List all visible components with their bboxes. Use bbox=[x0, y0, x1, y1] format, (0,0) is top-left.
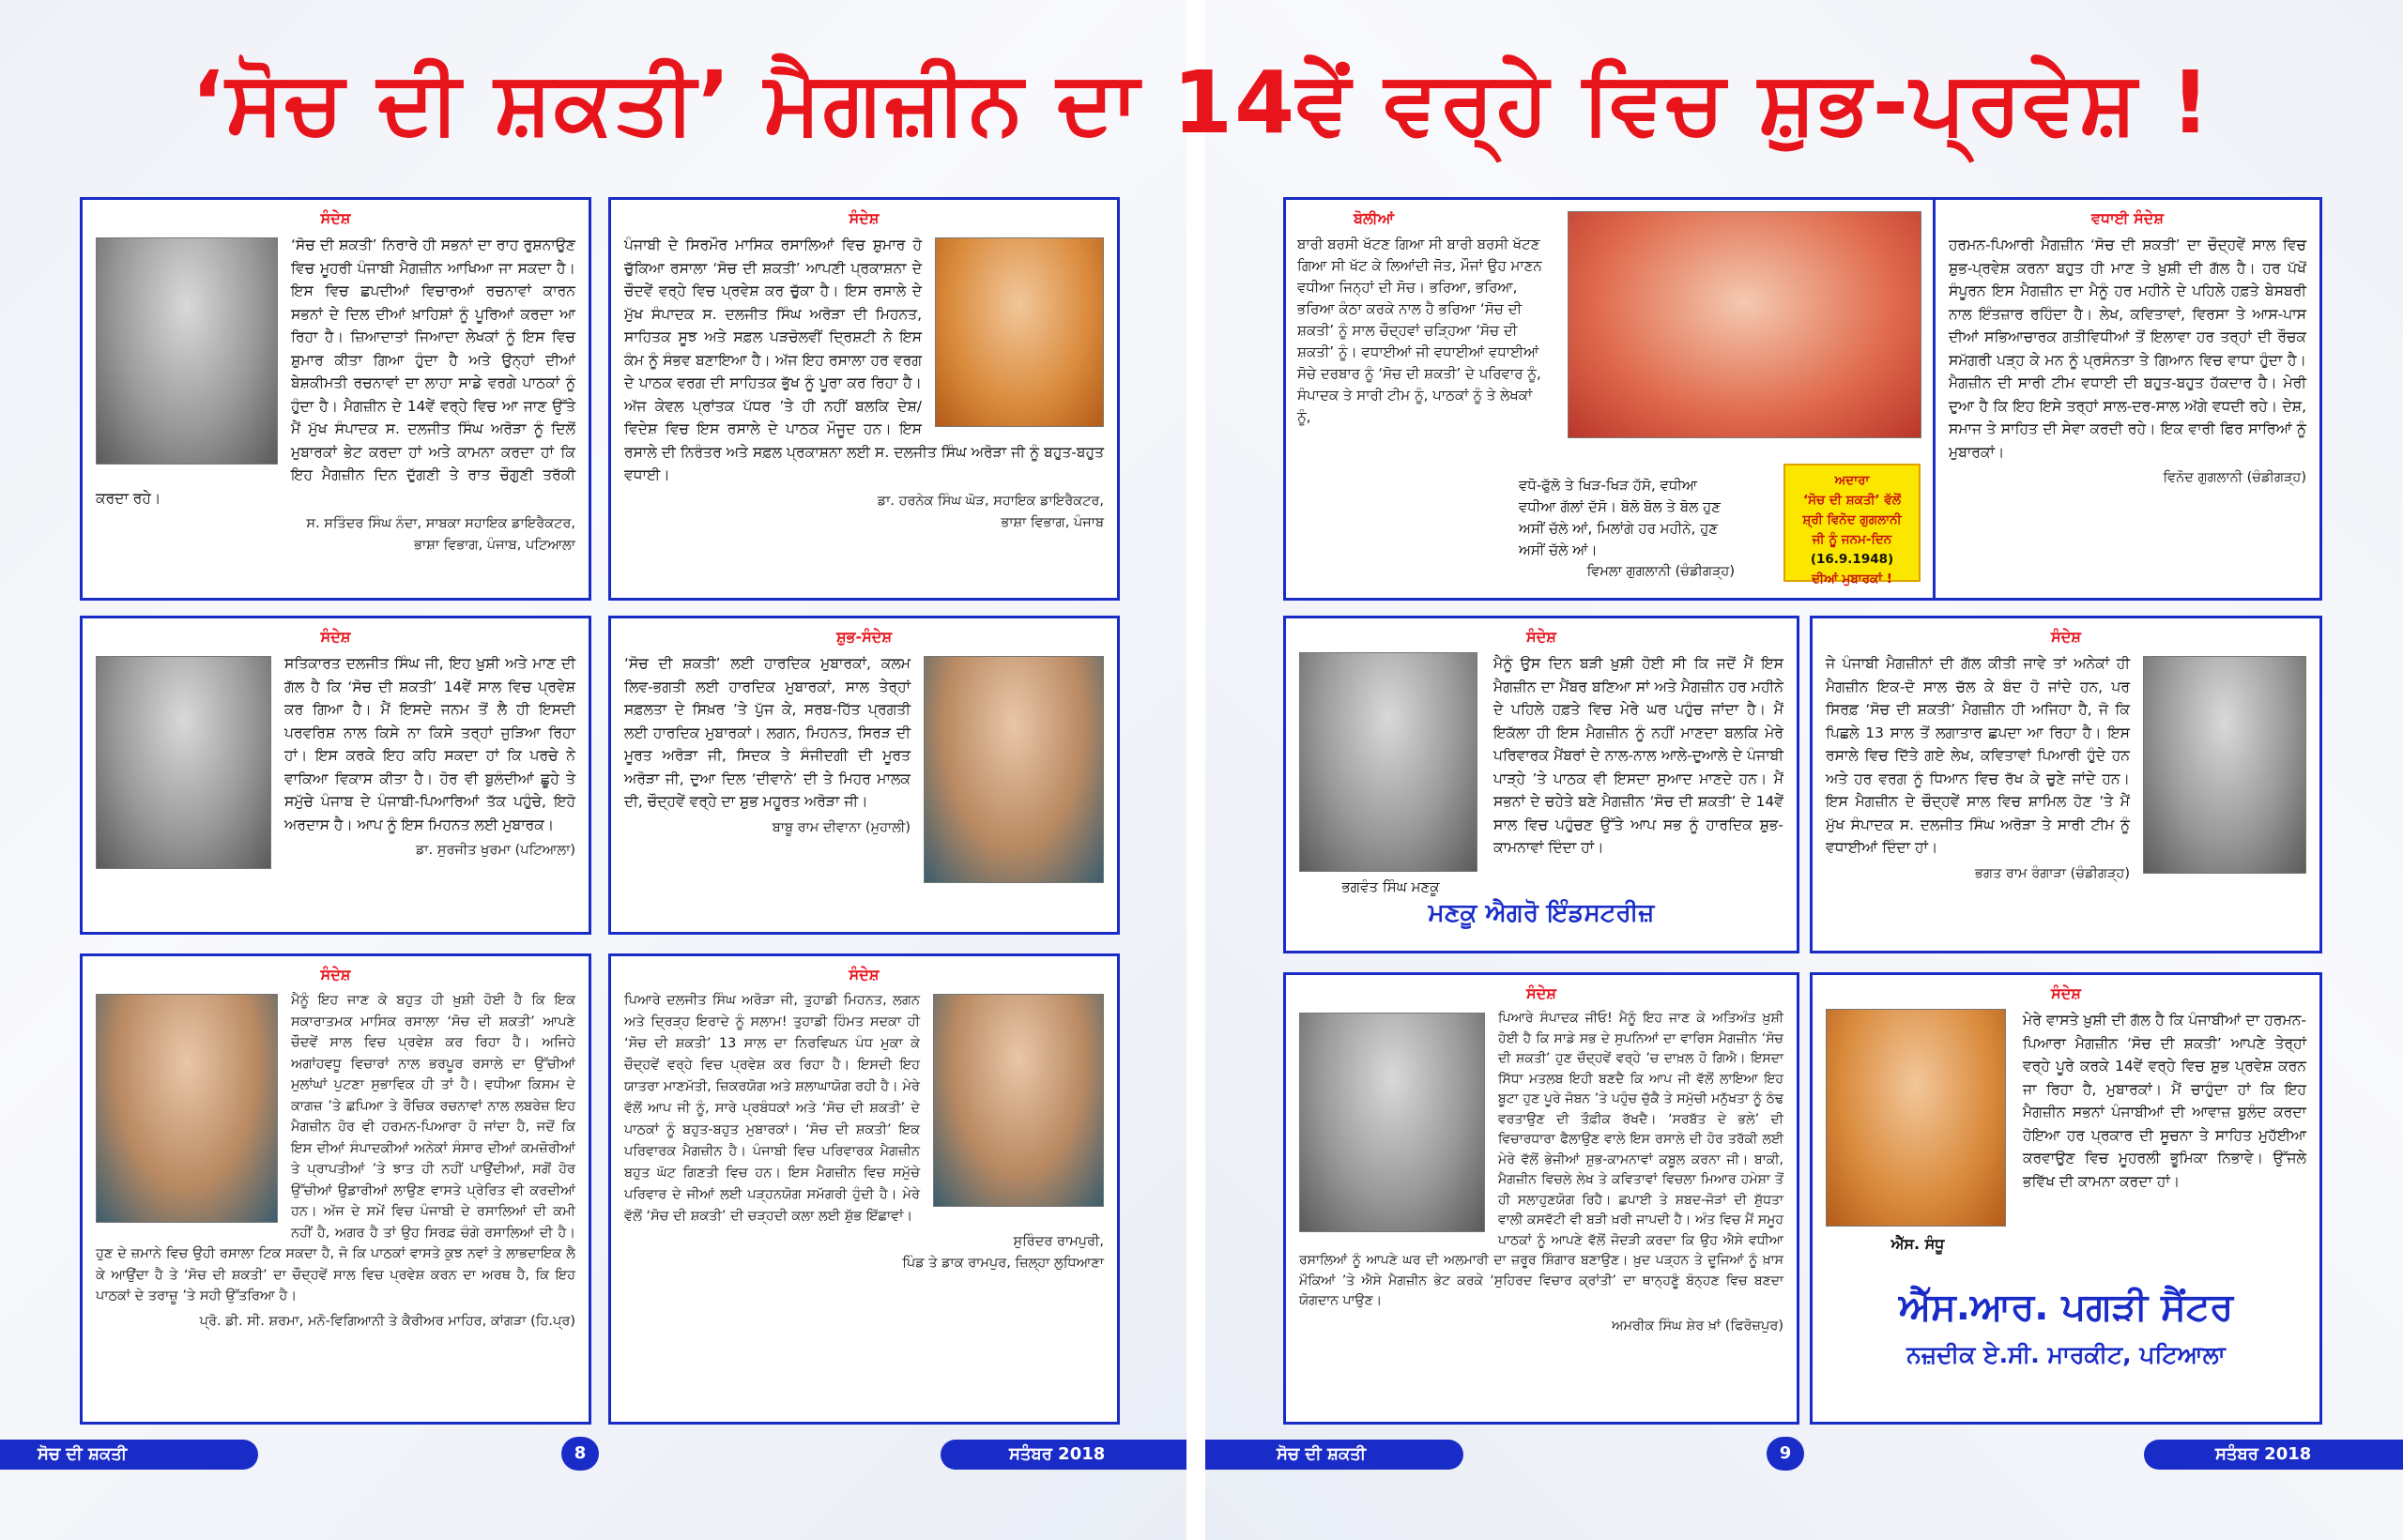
portrait-photo bbox=[933, 994, 1104, 1207]
portrait-photo bbox=[1299, 652, 1477, 872]
message-text: ਜੇ ਪੰਜਾਬੀ ਮੈਗਜ਼ੀਨਾਂ ਦੀ ਗੱਲ ਕੀਤੀ ਜਾਵੇ ਤਾਂ ਅਨੇਕਾਂ ਹੀ ਮੈਗਜ਼ੀਨ ਇਕ-ਦੋ ਸਾਲ ਚੱਲ ਕੇ ਬੰਦ ਹੋ ਜਾਂਦੇ ਹਨ, ਪਰ ਸਿਰਫ਼ ‘ਸੋਚ ਦੀ ਸ਼ਕਤੀ’ ਮੈਗਜ਼ੀਨ ਹੀ ਅਜਿਹਾ ਹੈ, ਜੋ ਕਿ ਪਿਛਲੇ 13 ਸਾਲ ਤੋਂ ਲਗਾਤਾਰ ਛਪਦਾ ਆ ਰਿਹਾ ਹੈ। ਇਸ ਰਸਾਲੇ ਵਿਚ ਦਿੱਤੇ ਗਏ ਲੇਖ, ਕਵਿਤਾਵਾਂ ਪਿਆਰੀ ਹੁੰਦੇ ਹਨ ਅਤੇ ਹਰ ਵਰਗ ਨੂੰ ਧਿਆਨ ਵਿਚ ਰੱਖ ਕੇ ਚੁਣੇ ਜਾਂਦੇ ਹਨ। ਇਸ ਮੈਗਜ਼ੀਨ ਦੇ ਚੌਦ੍ਹਵੇਂ ਸਾਲ ਵਿਚ ਸ਼ਾਮਿਲ ਹੋਣ ’ਤੇ ਮੈਂ ਮੁੱਖ ਸੰਪਾਦਕ ਸ. ਦਲਜੀਤ ਸਿੰਘ ਅਰੋੜਾ ਤੇ ਸਾਰੀ ਟੀਮ ਨੂੰ ਵਧਾਈਆਂ ਦਿੰਦਾ ਹਾਂ। bbox=[1826, 655, 2130, 856]
footer-magazine-title: ਸੋਚ ਦੀ ਸ਼ਕਤੀ bbox=[1277, 1444, 1367, 1464]
signature-line: ਪਿੰਡ ਤੇ ਡਾਕ ਰਾਮਪੁਰ, ਜ਼ਿਲ੍ਹਾ ਲੁਧਿਆਣਾ bbox=[902, 1256, 1104, 1271]
notice-line: ਸ਼੍ਰੀ ਵਿਨੋਦ ਗੁਗਲਾਨੀ bbox=[1802, 512, 1902, 527]
message-text: ‘ਸੋਚ ਦੀ ਸ਼ਕਤੀ’ ਨਿਰਾਰੇ ਹੀ ਸਭਨਾਂ ਦਾ ਰਾਹ ਰੁਸ਼ਨਾਉਣ ਵਿਚ ਮੂਹਰੀ ਪੰਜਾਬੀ ਮੈਗਜ਼ੀਨ ਆਖਿਆ ਜਾ ਸਕਦਾ ਹੈ। ਇਸ ਵਿਚ ਛਪਦੀਆਂ ਵਿਚਾਰਆਂ ਰਚਨਾਵਾਂ ਕਾਰਨ ਸਭਨਾਂ ਦੇ ਦਿਲ ਦੀਆਂ ਖ਼ਾਹਿਸ਼ਾਂ ਨੂੰ ਪੂਰਿਆਂ ਕਰਦਾ ਆ ਰਿਹਾ ਹੈ। ਜ਼ਿਆਦਾਤਾਂ ਜਿਆਦਾ ਲੇਖਕਾਂ ਨੂੰ ਇਸ ਵਿਚ ਸ਼ੁਮਾਰ ਕੀਤਾ ਗਿਆ ਹੁੰਦਾ ਹੈ ਅਤੇ ਉਨ੍ਹਾਂ ਦੀਆਂ ਬੇਸ਼ਕੀਮਤੀ ਰਚਨਾਵਾਂ ਦਾ ਲਾਹਾ ਸਾਡੇ ਵਰਗੇ ਪਾਠਕਾਂ ਨੂੰ ਹੁੰਦਾ ਹੈ। ਮੈਗਜ਼ੀਨ ਦੇ 14ਵੇਂ ਵਰ੍ਹੇ ਵਿਚ ਆ ਜਾਣ ਉੱਤੇ ਮੈਂ ਮੁੱਖ ਸੰਪਾਦਕ ਸ. ਦਲਜੀਤ ਸਿੰਘ ਅਰੋੜਾ ਨੂੰ ਦਿਲੋਂ ਮੁਬਾਰਕਾਂ ਭੇਟ ਕਰਦਾ ਹਾਂ ਅਤੇ ਕਾਮਨਾ ਕਰਦਾ ਹਾਂ ਕਿ ਇਹ ਮੈਗਜ਼ੀਨ ਦਿਨ ਦੁੱਗਣੀ ਤੇ ਰਾਤ ਚੌਗੁਣੀ ਤਰੱਕੀ ਕਰਦਾ ਰਹੇ। bbox=[96, 236, 575, 507]
footer-date: ਸਤੰਬਰ 2018 bbox=[2215, 1444, 2312, 1464]
message-text: ‘ਸੋਚ ਦੀ ਸ਼ਕਤੀ’ ਲਈ ਹਾਰਦਿਕ ਮੁਬਾਰਕਾਂ, ਕਲਮ ਲਿਵ-ਭਗਤੀ ਲਈ ਹਾਰਦਿਕ ਮੁਬਾਰਕਾਂ, ਸਾਲ ਤੇਰ੍ਹਾਂ ਸਫ਼ਲਤਾ ਦੇ ਸਿਖ਼ਰ ’ਤੇ ਪੁੱਜ ਕੇ, ਸਰਬ-ਹਿੱਤ ਪ੍ਰਗਤੀ ਲਈ ਹਾਰਦਿਕ ਮੁਬਾਰਕਾਂ। ਲਗਨ, ਮਿਹਨਤ, ਸਿਰੜ ਦੀ ਮੂਰਤ ਅਰੋੜਾ ਜੀ, ਸਿਦਕ ਤੇ ਸੰਜੀਦਗੀ ਦੀ ਮੂਰਤ ਅਰੋੜਾ ਜੀ, ਦੁਆ ਦਿਲ ‘ਦੀਵਾਨੇ’ ਦੀ ਤੇ ਮਿਹਰ ਮਾਲਕ ਦੀ, ਚੌਦ੍ਹਵੇਂ ਵਰ੍ਹੇ ਦਾ ਸ਼ੁਭ ਮਹੂਰਤ ਅਰੋੜਾ ਜੀ। bbox=[624, 655, 911, 810]
message-text: ਹਰਮਨ-ਪਿਆਰੀ ਮੈਗਜ਼ੀਨ ‘ਸੋਚ ਦੀ ਸ਼ਕਤੀ’ ਦਾ ਚੌਦ੍ਹਵੇਂ ਸਾਲ ਵਿਚ ਸ਼ੁਭ-ਪ੍ਰਵੇਸ਼ ਕਰਨਾ ਬਹੁਤ ਹੀ ਮਾਣ ਤੇ ਖ਼ੁਸ਼ੀ ਦੀ ਗੱਲ ਹੈ। ਹਰ ਪੱਖੋਂ ਸੰਪੂਰਨ ਇਸ ਮੈਗਜ਼ੀਨ ਦਾ ਮੈਨੂੰ ਹਰ ਮਹੀਨੇ ਦੇ ਪਹਿਲੇ ਹਫ਼ਤੇ ਬੇਸਬਰੀ ਨਾਲ ਇੰਤਜ਼ਾਰ ਰਹਿੰਦਾ ਹੈ। ਲੇਖ, ਕਵਿਤਾਵਾਂ, ਵਿਰਸਾ ਤੇ ਆਸ-ਪਾਸ ਦੀਆਂ ਸਭਿਆਚਾਰਕ ਗਤੀਵਿਧੀਆਂ ਤੋਂ ਇਲਾਵਾ ਹਰ ਤਰ੍ਹਾਂ ਦੀ ਰੌਚਕ ਸਮੱਗਰੀ ਪੜ੍ਹ ਕੇ ਮਨ ਨੂੰ ਪ੍ਰਸੰਨਤਾ ਤੇ ਗਿਆਨ ਵਿਚ ਵਾਧਾ ਹੁੰਦਾ ਹੈ। ਮੈਗਜ਼ੀਨ ਦੀ ਸਾਰੀ ਟੀਮ ਵਧਾਈ ਦੀ ਬਹੁਤ-ਬਹੁਤ ਹੱਕਦਾਰ ਹੈ। ਮੇਰੀ ਦੁਆ ਹੈ ਕਿ ਇਹ ਇਸੇ ਤਰ੍ਹਾਂ ਸਾਲ-ਦਰ-ਸਾਲ ਅੱਗੇ ਵਧਦੀ ਰਹੇ। ਦੇਸ਼, ਸਮਾਜ ਤੇ ਸਾਹਿਤ ਦੀ ਸੇਵਾ ਕਰਦੀ ਰਹੇ। ਇਕ ਵਾਰੀ ਫਿਰ ਸਾਰਿਆਂ ਨੂੰ ਮੁਬਾਰਕਾਂ। bbox=[1949, 236, 2306, 461]
poem-text: ਬਾਰੀ ਬਰਸੀ ਖੱਟਣ ਗਿਆ ਸੀ ਬਾਰੀ ਬਰਸੀ ਖੱਟਣ ਗਿਆ ਸੀ ਖੱਟ ਕੇ ਲਿਆਂਦੀ ਜੋਤ, ਮੌਜਾਂ ਉਹ ਮਾਣਨ ਵਧੀਆ ਜਿਨ੍ਹਾਂ ਦੀ ਸੋਚ। ਭਰਿਆ, ਭਰਿਆ, ਭਰਿਆ ਕੰਠਾ ਕਰਕੇ ਨਾਲ ਹੈ ਭਰਿਆ ‘ਸੋਚ ਦੀ ਸ਼ਕਤੀ’ ਨੂੰ ਸਾਲ ਚੌਦ੍ਹਵਾਂ ਚੜ੍ਹਿਆ ‘ਸੋਚ ਦੀ ਸ਼ਕਤੀ’ ਨੂੰ। ਵਧਾਈਆਂ ਜੀ ਵਧਾਈਆਂ ਵਧਾਈਆਂ ਸੋਚੇ ਦਰਬਾਰ ਨੂੰ ‘ਸੋਚ ਦੀ ਸ਼ਕਤੀ’ ਦੇ ਪਰਿਵਾਰ ਨੂੰ, ਸੰਪਾਦਕ ਤੇ ਸਾਰੀ ਟੀਮ ਨੂੰ, ਪਾਠਕਾਂ ਨੂੰ ਤੇ ਲੇਖਕਾਂ ਨੂੰ, bbox=[1297, 236, 1542, 425]
photo-caption: ਭਗਵੰਤ ਸਿੰਘ ਮਣਕੂ bbox=[1341, 878, 1440, 895]
page-number: 9 bbox=[1767, 1437, 1804, 1471]
message-box bbox=[1283, 972, 1799, 1425]
box-heading: ਸ਼ੁਭ-ਸੰਦੇਸ਼ bbox=[835, 628, 892, 646]
portrait-photo bbox=[2143, 656, 2306, 874]
message-text: ਮੈਨੂੰ ਇਹ ਜਾਣ ਕੇ ਬਹੁਤ ਹੀ ਖ਼ੁਸ਼ੀ ਹੋਈ ਹੈ ਕਿ ਇਕ ਸਕਾਰਾਤਮਕ ਮਾਸਿਕ ਰਸਾਲਾ ‘ਸੋਚ ਦੀ ਸ਼ਕਤੀ’ ਆਪਣੇ ਚੌਦਵੇਂ ਸਾਲ ਵਿਚ ਪ੍ਰਵੇਸ਼ ਕਰ ਰਿਹਾ ਹੈ। ਅਜਿਹੇ ਅਗਾਂਹਵਧੂ ਵਿਚਾਰਾਂ ਨਾਲ ਭਰਪੂਰ ਰਸਾਲੇ ਦਾ ਉੱਚੀਆਂ ਮੁਲਾਂਘਾਂ ਪੁਟਣਾ ਸੁਭਾਵਿਕ ਹੀ ਤਾਂ ਹੈ। ਵਧੀਆ ਕਿਸਮ ਦੇ ਕਾਗਜ਼ ’ਤੇ ਛਪਿਆ ਤੇ ਰੌਚਿਕ ਰਚਨਾਵਾਂ ਨਾਲ ਲਬਰੇਜ਼ ਇਹ ਮੈਗਜ਼ੀਨ ਹੋਰ ਵੀ ਹਰਮਨ-ਪਿਆਰਾ ਹੋ ਜਾਂਦਾ ਹੈ, ਜਦੋਂ ਕਿ ਇਸ ਦੀਆਂ ਸੰਪਾਦਕੀਆਂ ਅਨੇਕਾਂ ਸੰਸਾਰ ਦੀਆਂ ਕਮਜ਼ੋਰੀਆਂ ਤੇ ਪ੍ਰਾਪਤੀਆਂ ’ਤੇ ਝਾਤ ਹੀ ਨਹੀਂ ਪਾਉਂਦੀਆਂ, ਸਗੋਂ ਹੋਰ ਉੱਚੀਆਂ ਉਡਾਰੀਆਂ ਲਾਉਣ ਵਾਸਤੇ ਪ੍ਰੇਰਿਤ ਵੀ ਕਰਦੀਆਂ ਹਨ। ਅੱਜ ਦੇ ਸਮੇਂ ਵਿਚ ਪੰਜਾਬੀ ਦੇ ਰਸਾਲਿਆਂ ਦੀ ਕਮੀ ਨਹੀਂ ਹੈ, ਅਗਰ ਹੈ ਤਾਂ ਉਹ ਸਿਰਫ਼ ਚੰਗੇ ਰਸਾਲਿਆਂ ਦੀ ਹੈ। ਹੁਣ ਦੇ ਜ਼ਮਾਨੇ ਵਿਚ ਉਹੀ ਰਸਾਲਾ ਟਿਕ ਸਕਦਾ ਹੈ, ਜੋ ਕਿ ਪਾਠਕਾਂ ਵਾਸਤੇ ਕੁਝ ਨਵਾਂ ਤੇ ਲਾਭਦਾਇਕ ਲੈ ਕੇ ਆਉਂਦਾ ਹੈ ਤੇ ‘ਸੋਚ ਦੀ ਸ਼ਕਤੀ’ ਦਾ ਚੌਦ੍ਹਵੇਂ ਸਾਲ ਵਿਚ ਪ੍ਰਵੇਸ਼ ਕਰਨ ਦਾ ਅਰਥ ਹੈ, ਕਿ ਇਹ ਪਾਠਕਾਂ ਦੇ ਤਰਾਜ਼ੂ ’ਤੇ ਸਹੀ ਉੱਤਰਿਆ ਹੈ। bbox=[96, 993, 575, 1304]
signature-line: ਸੁਰਿੰਦਰ ਰਾਮਪੁਰੀ, bbox=[1013, 1234, 1104, 1249]
page-number: 8 bbox=[561, 1437, 599, 1471]
signature-line: ਵਿਨੋਦ ਗੁਗਲਾਨੀ (ਚੰਡੀਗੜ੍ਹ) bbox=[2163, 470, 2306, 485]
poem-continuation bbox=[1519, 475, 1735, 583]
message-text: ਪਿਆਰੇ ਸੰਪਾਦਕ ਜੀਓ! ਮੈਨੂੰ ਇਹ ਜਾਣ ਕੇ ਅਤਿਅੰਤ ਖ਼ੁਸ਼ੀ ਹੋਈ ਹੈ ਕਿ ਸਾਡੇ ਸਭ ਦੇ ਸੁਪਨਿਆਂ ਦਾ ਵਾਰਿਸ ਮੈਗਜ਼ੀਨ ‘ਸੋਚ ਦੀ ਸ਼ਕਤੀ’ ਹੁਣ ਚੌਦ੍ਹਵੇਂ ਵਰ੍ਹੇ ’ਚ ਦਾਖ਼ਲ ਹੋ ਗਿਐ। ਇਸਦਾ ਸਿੱਧਾ ਮਤਲਬ ਇਹੀ ਬਣਦੈ ਕਿ ਆਪ ਜੀ ਵੱਲੋਂ ਲਾਇਆ ਇਹ ਬੂਟਾ ਹੁਣ ਪੂਰੇ ਜੋਬਨ ’ਤੇ ਪਹੁੰਚ ਚੁੱਕੈ ਤੇ ਸਮੁੱਚੀ ਮਨੁੱਖਤਾ ਨੂੰ ਠੰਢ ਵਰਤਾਉਣ ਦੀ ਤੌਫ਼ੀਕ ਰੱਖਦੈ। ‘ਸਰਬੱਤ ਦੇ ਭਲੇ’ ਦੀ ਵਿਚਾਰਧਾਰਾ ਫੈਲਾਉਣ ਵਾਲੇ ਇਸ ਰਸਾਲੇ ਦੀ ਹੋਰ ਤਰੱਕੀ ਲਈ ਮੇਰੇ ਵੱਲੋਂ ਭੇਜੀਆਂ ਸ਼ੁਭ-ਕਾਮਨਾਵਾਂ ਕਬੂਲ ਕਰਨਾ ਜੀ। ਬਾਕੀ, ਮੈਗਜ਼ੀਨ ਵਿਚਲੇ ਲੇਖ ਤੇ ਕਵਿਤਾਵਾਂ ਵਿਚਲਾ ਮਿਆਰ ਹਮੇਸ਼ਾ ਤੋਂ ਹੀ ਸਲਾਹੁਣਯੋਗ ਰਿਹੈ। ਛਪਾਈ ਤੇ ਸ਼ਬਦ-ਜੋੜਾਂ ਦੀ ਸ਼ੁੱਧਤਾ ਵਾਲੀ ਕਸਵੱਟੀ ਵੀ ਬੜੀ ਖ਼ਰੀ ਜਾਪਦੀ ਹੈ। ਅੰਤ ਵਿਚ ਮੈਂ ਸਮੂਹ ਪਾਠਕਾਂ ਨੂੰ ਆਪਣੇ ਵੱਲੋਂ ਜੋਦੜੀ ਕਰਦਾ ਕਿ ਉਹ ਐਸੇ ਵਧੀਆ ਰਸਾਲਿਆਂ ਨੂੰ ਆਪਣੇ ਘਰ ਦੀ ਅਲਮਾਰੀ ਦਾ ਜ਼ਰੂਰ ਸ਼ਿੰਗਾਰ ਬਣਾਉਣ। ਖ਼ੁਦ ਪੜ੍ਹਨ ਤੇ ਦੂਜਿਆਂ ਨੂੰ ਖ਼ਾਸ ਮੌਕਿਆਂ ’ਤੇ ਐਸੇ ਮੈਗਜ਼ੀਨ ਭੇਟ ਕਰਕੇ ‘ਸੁਹਿਰਦ ਵਿਚਾਰ ਕ੍ਰਾਂਤੀ’ ਦਾ ਥਾਨ੍ਹਣੂੰ ਬੰਨ੍ਹਣ ਵਿਚ ਬਣਦਾ ਯੋਗਦਾਨ ਪਾਉਣ। bbox=[1299, 1011, 1783, 1308]
photo-caption: ਐੱਸ. ਸੰਧੂ bbox=[1890, 1235, 1945, 1253]
box-heading: ਸੰਦੇਸ਼ bbox=[2051, 628, 2081, 646]
signature-line: ਭਾਸ਼ਾ ਵਿਭਾਗ, ਪੰਜਾਬ bbox=[1001, 514, 1104, 530]
box-heading: ਸੰਦੇਸ਼ bbox=[849, 209, 880, 227]
box-heading: ਸੰਦੇਸ਼ bbox=[1526, 984, 1556, 1002]
headline: ‘ਸੋਚ ਦੀ ਸ਼ਕਤੀ’ ਮੈਗਜ਼ੀਨ ਦਾ 14ਵੇਂ ਵਰ੍ਹੇ ਵਿਚ ਸ਼ੁਭ-ਪ੍ਰਵੇਸ਼ ! bbox=[191, 53, 2212, 153]
portrait-block bbox=[1299, 652, 1482, 898]
poem-text: ਵਧੋ-ਫੁੱਲੋ ਤੇ ਖਿੜ-ਖਿੜ ਹੱਸੋ, ਵਧੀਆ ਵਧੀਆ ਗੱਲਾਂ ਦੱਸੋ। ਬੋਲੋ ਬੋਲ ਤੇ ਬੋਲ ਹੁਣ ਅਸੀਂ ਚੱਲੇ ਆਂ, ਮਿਲਾਂਗੇ ਹਰ ਮਹੀਨੇ, ਹੁਣ ਅਸੀਂ ਚੱਲੇ ਆਂ। bbox=[1519, 477, 1721, 558]
notice-line: ਅਦਾਰਾ bbox=[1834, 473, 1870, 488]
message-text: ਮੇਰੇ ਵਾਸਤੇ ਖ਼ੁਸ਼ੀ ਦੀ ਗੱਲ ਹੈ ਕਿ ਪੰਜਾਬੀਆਂ ਦਾ ਹਰਮਨ-ਪਿਆਰਾ ਮੈਗਜ਼ੀਨ ‘ਸੋਚ ਦੀ ਸ਼ਕਤੀ’ ਆਪਣੇ ਤੇਰ੍ਹਾਂ ਵਰ੍ਹੇ ਪੂਰੇ ਕਰਕੇ 14ਵੇਂ ਵਰ੍ਹੇ ਵਿਚ ਸ਼ੁਭ ਪ੍ਰਵੇਸ਼ ਕਰਨ ਜਾ ਰਿਹਾ ਹੈ, ਮੁਬਾਰਕਾਂ। ਮੈਂ ਚਾਹੁੰਦਾ ਹਾਂ ਕਿ ਇਹ ਮੈਗਜ਼ੀਨ ਸਭਨਾਂ ਪੰਜਾਬੀਆਂ ਦੀ ਆਵਾਜ਼ ਬੁਲੰਦ ਕਰਦਾ ਹੋਇਆ ਹਰ ਪ੍ਰਕਾਰ ਦੀ ਸੂਚਨਾ ਤੇ ਸਾਹਿਤ ਮੁਹੱਈਆ ਕਰਵਾਉਣ ਵਿਚ ਮੂਹਰਲੀ ਭੂਮਿਕਾ ਨਿਭਾਵੇ। ਉੱਜਲੇ ਭਵਿੱਖ ਦੀ ਕਾਮਨਾ ਕਰਦਾ ਹਾਂ। bbox=[2023, 1012, 2306, 1190]
message-box bbox=[608, 197, 1120, 601]
portrait-photo bbox=[935, 237, 1104, 427]
box-heading: ਵਧਾਈ ਸੰਦੇਸ਼ bbox=[2091, 209, 2164, 227]
signature-line: ਵਿਮਲਾ ਗੁਗਲਾਨੀ (ਚੰਡੀਗੜ੍ਹ) bbox=[1586, 564, 1735, 579]
message-box bbox=[608, 953, 1120, 1425]
notice-line: ਦੀਆਂ ਮੁਬਾਰਕਾਂ ! bbox=[1812, 572, 1892, 587]
box-heading: ਸੰਦੇਸ਼ bbox=[849, 966, 880, 983]
message-box bbox=[1810, 972, 2322, 1425]
message-text: ਸਤਿਕਾਰਤ ਦਲਜੀਤ ਸਿੰਘ ਜੀ, ਇਹ ਖ਼ੁਸ਼ੀ ਅਤੇ ਮਾਣ ਦੀ ਗੱਲ ਹੈ ਕਿ ‘ਸੋਚ ਦੀ ਸ਼ਕਤੀ’ 14ਵੇਂ ਸਾਲ ਵਿਚ ਪ੍ਰਵੇਸ਼ ਕਰ ਗਿਆ ਹੈ। ਮੈਂ ਇਸਦੇ ਜਨਮ ਤੋਂ ਲੈ ਹੀ ਇਸਦੀ ਪਰਵਰਿਸ਼ ਨਾਲ ਕਿਸੇ ਨਾ ਕਿਸੇ ਤਰ੍ਹਾਂ ਜੁੜਿਆ ਰਿਹਾ ਹਾਂ। ਇਸ ਕਰਕੇ ਇਹ ਕਹਿ ਸਕਦਾ ਹਾਂ ਕਿ ਪਰਚੇ ਨੇ ਵਾਕਿਆ ਵਿਕਾਸ ਕੀਤਾ ਹੈ। ਹੋਰ ਵੀ ਬੁਲੰਦੀਆਂ ਛੂਹੇ ਤੇ ਸਮੁੱਚੇ ਪੰਜਾਬ ਦੇ ਪੰਜਾਬੀ-ਪਿਆਰਿਆਂ ਤੱਕ ਪਹੁੰਚੇ, ਇਹੋ ਅਰਦਾਸ ਹੈ। ਆਪ ਨੂੰ ਇਸ ਮਿਹਨਤ ਲਈ ਮੁਬਾਰਕ। bbox=[284, 655, 575, 833]
ad-title: ਐੱਸ.ਆਰ. ਪਗੜੀ ਸੈਂਟਰ bbox=[1898, 1286, 2234, 1329]
signature-line: ਡਾ. ਹਰਨੇਕ ਸਿੰਘ ਘੋੜ, ਸਹਾਇਕ ਡਾਇਰੈਕਟਰ, bbox=[877, 493, 1104, 509]
message-box bbox=[1283, 616, 1799, 953]
notice-line: (16.9.1948) bbox=[1810, 552, 1894, 567]
portrait-photo bbox=[96, 237, 278, 465]
box-heading: ਸੰਦੇਸ਼ bbox=[1526, 628, 1556, 646]
birthday-notice bbox=[1783, 464, 1921, 587]
message-box bbox=[80, 197, 591, 601]
message-text: ਪੰਜਾਬੀ ਦੇ ਸਿਰਮੌਰ ਮਾਸਿਕ ਰਸਾਲਿਆਂ ਵਿਚ ਸ਼ੁਮਾਰ ਹੋ ਚੁੱਕਿਆ ਰਸਾਲਾ ‘ਸੋਚ ਦੀ ਸ਼ਕਤੀ’ ਆਪਣੀ ਪ੍ਰਕਾਸ਼ਨਾ ਦੇ ਚੌਦਵੇਂ ਵਰ੍ਹੇ ਵਿਚ ਪ੍ਰਵੇਸ਼ ਕਰ ਚੁੱਕਾ ਹੈ। ਇਸ ਰਸਾਲੇ ਦੇ ਮੁੱਖ ਸੰਪਾਦਕ ਸ. ਦਲਜੀਤ ਸਿੰਘ ਅਰੋੜਾ ਦੀ ਮਿਹਨਤ, ਸਾਹਿਤਕ ਸੂਝ ਅਤੇ ਸਫ਼ਲ ਪੜਚੋਲਵੀਂ ਦ੍ਰਿਸ਼ਟੀ ਨੇ ਇਸ ਕੰਮ ਨੂੰ ਸੰਭਵ ਬਣਾਇਆ ਹੈ। ਅੱਜ ਇਹ ਰਸਾਲਾ ਹਰ ਵਰਗ ਦੇ ਪਾਠਕ ਵਰਗ ਦੀ ਸਾਹਿਤਕ ਭੁੱਖ ਨੂੰ ਪੂਰਾ ਕਰ ਰਿਹਾ ਹੈ। ਅੱਜ ਕੇਵਲ ਪ੍ਰਾਂਤਕ ਪੱਧਰ ’ਤੇ ਹੀ ਨਹੀਂ ਬਲਕਿ ਦੇਸ਼/ਵਿਦੇਸ਼ ਵਿਚ ਇਸ ਰਸਾਲੇ ਦੇ ਪਾਠਕ ਮੌਜੂਦ ਹਨ। ਇਸ ਰਸਾਲੇ ਦੀ ਨਿਰੰਤਰ ਅਤੇ ਸਫ਼ਲ ਪ੍ਰਕਾਸ਼ਨਾ ਲਈ ਸ. ਦਲਜੀਤ ਸਿੰਘ ਅਰੋੜਾ ਜੀ ਨੂੰ ਬਹੁਤ-ਬਹੁਤ ਵਧਾਈ। bbox=[624, 236, 1104, 483]
message-box bbox=[608, 616, 1120, 935]
message-text: ਪਿਆਰੇ ਦਲਜੀਤ ਸਿੰਘ ਅਰੋੜਾ ਜੀ, ਤੁਹਾਡੀ ਮਿਹਨਤ, ਲਗਨ ਅਤੇ ਦ੍ਰਿੜ੍ਹ ਇਰਾਦੇ ਨੂੰ ਸਲਾਮ! ਤੁਹਾਡੀ ਹਿੰਮਤ ਸਦਕਾ ਹੀ ‘ਸੋਚ ਦੀ ਸ਼ਕਤੀ’ 13 ਸਾਲ ਦਾ ਨਿਰਵਿਘਨ ਪੰਧ ਮੁਕਾ ਕੇ ਚੌਦ੍ਹਵੇਂ ਵਰ੍ਹੇ ਵਿਚ ਪ੍ਰਵੇਸ਼ ਕਰ ਰਿਹਾ ਹੈ। ਇਸਦੀ ਇਹ ਯਾਤਰਾ ਮਾਣਮੱਤੀ, ਜ਼ਿਕਰਯੋਗ ਅਤੇ ਸ਼ਲਾਘਾਯੋਗ ਰਹੀ ਹੈ। ਮੇਰੇ ਵੱਲੋਂ ਆਪ ਜੀ ਨੂੰ, ਸਾਰੇ ਪ੍ਰਬੰਧਕਾਂ ਅਤੇ ‘ਸੋਚ ਦੀ ਸ਼ਕਤੀ’ ਦੇ ਪਾਠਕਾਂ ਨੂੰ ਬਹੁਤ-ਬਹੁਤ ਮੁਬਾਰਕਾਂ। ‘ਸੋਚ ਦੀ ਸ਼ਕਤੀ’ ਇਕ ਪਰਿਵਾਰਕ ਮੈਗਜ਼ੀਨ ਹੈ। ਪੰਜਾਬੀ ਵਿਚ ਪਰਿਵਾਰਕ ਮੈਗਜ਼ੀਨ ਬਹੁਤ ਘੱਟ ਗਿਣਤੀ ਵਿਚ ਹਨ। ਇਸ ਮੈਗਜ਼ੀਨ ਵਿਚ ਸਮੁੱਚੇ ਪਰਿਵਾਰ ਦੇ ਜੀਆਂ ਲਈ ਪੜ੍ਹਨਯੋਗ ਸਮੱਗਰੀ ਹੁੰਦੀ ਹੈ। ਮੇਰੇ ਵੱਲੋਂ ‘ਸੋਚ ਦੀ ਸ਼ਕਤੀ’ ਦੀ ਚੜ੍ਹਦੀ ਕਲਾ ਲਈ ਸ਼ੁੱਭ ਇੱਛਾਵਾਂ। bbox=[624, 993, 920, 1224]
page-gutter bbox=[1186, 0, 1205, 1540]
signature-line: ਬਾਬੂ ਰਾਮ ਦੀਵਾਨਾ (ਮੁਹਾਲੀ) bbox=[772, 819, 911, 835]
box-heading: ਬੋਲੀਆਂ bbox=[1354, 209, 1395, 227]
portrait-photo bbox=[96, 994, 278, 1223]
ad-subtitle: ਨਜ਼ਦੀਕ ਏ.ਸੀ. ਮਾਰਕੀਟ, ਪਟਿਆਲਾ bbox=[1906, 1341, 2226, 1368]
portrait-photo bbox=[1299, 1013, 1485, 1232]
box-heading: ਸੰਦੇਸ਼ bbox=[2051, 984, 2081, 1002]
footer-magazine-title: ਸੋਚ ਦੀ ਸ਼ਕਤੀ bbox=[38, 1444, 128, 1464]
company-name: ਮਣਕੂ ਐਗਰੋ ਇੰਡਸਟਰੀਜ਼ bbox=[1428, 899, 1655, 927]
signature-line: ਡਾ. ਸੁਰਜੀਤ ਖੁਰਮਾ (ਪਟਿਆਲਾ) bbox=[416, 843, 575, 858]
message-box bbox=[1810, 616, 2322, 953]
message-box bbox=[80, 616, 591, 935]
signature-line: ਪ੍ਰੋ. ਡੀ. ਸੀ. ਸ਼ਰਮਾ, ਮਨੋ-ਵਿਗਿਆਨੀ ਤੇ ਕੈਰੀਅਰ ਮਾਹਿਰ, ਕਾਂਗੜਾ (ਹਿ.ਪ੍ਰ) bbox=[199, 1313, 575, 1329]
message-text: ਮੈਨੂੰ ਉਸ ਦਿਨ ਬੜੀ ਖ਼ੁਸ਼ੀ ਹੋਈ ਸੀ ਕਿ ਜਦੋਂ ਮੈਂ ਇਸ ਮੈਗਜ਼ੀਨ ਦਾ ਮੈਂਬਰ ਬਣਿਆ ਸਾਂ ਅਤੇ ਮੈਗਜ਼ੀਨ ਹਰ ਮਹੀਨੇ ਦੇ ਪਹਿਲੇ ਹਫ਼ਤੇ ਵਿਚ ਮੇਰੇ ਘਰ ਪਹੁੰਚ ਜਾਂਦਾ ਹੈ। ਮੈਂ ਇਕੱਲਾ ਹੀ ਇਸ ਮੈਗਜ਼ੀਨ ਨੂੰ ਨਹੀਂ ਮਾਣਦਾ ਬਲਕਿ ਮੇਰੇ ਪਰਿਵਾਰਕ ਮੈਂਬਰਾਂ ਦੇ ਨਾਲ-ਨਾਲ ਆਲੇ-ਦੁਆਲੇ ਦੇ ਪੰਜਾਬੀ ਪਾੜ੍ਹੇ ’ਤੇ ਪਾਠਕ ਵੀ ਇਸਦਾ ਸੁਆਦ ਮਾਣਦੇ ਹਨ। ਮੈਂ ਸਭਨਾਂ ਦੇ ਚਹੇਤੇ ਬਣੇ ਮੈਗਜ਼ੀਨ ‘ਸੋਚ ਦੀ ਸ਼ਕਤੀ’ ਦੇ 14ਵੇਂ ਸਾਲ ਵਿਚ ਪਹੁੰਚਣ ਉੱਤੇ ਆਪ ਸਭ ਨੂੰ ਹਾਰਦਿਕ ਸ਼ੁਭ-ਕਾਮਨਾਵਾਂ ਦਿੰਦਾ ਹਾਂ। bbox=[1493, 655, 1783, 856]
signature-line: ਭਾਸ਼ਾ ਵਿਭਾਗ, ਪੰਜਾਬ, ਪਟਿਆਲਾ bbox=[414, 538, 575, 553]
signature-line: ਅਮਰੀਕ ਸਿੰਘ ਸ਼ੇਰ ਖ਼ਾਂ (ਫਿਰੋਜ਼ਪੁਰ) bbox=[1611, 1318, 1783, 1334]
box-heading: ਸੰਦੇਸ਼ bbox=[320, 628, 351, 646]
portrait-photo bbox=[924, 656, 1104, 883]
portrait-block bbox=[1826, 1009, 2010, 1257]
couple-photo bbox=[1568, 211, 1921, 438]
signature-line: ਸ. ਸਤਿੰਦਰ ਸਿੰਘ ਨੰਦਾ, ਸਾਬਕਾ ਸਹਾਇਕ ਡਾਇਰੈਕਟਰ, bbox=[306, 516, 575, 531]
portrait-photo bbox=[1826, 1009, 2006, 1227]
portrait-photo bbox=[96, 656, 271, 869]
footer-date: ਸਤੰਬਰ 2018 bbox=[1009, 1444, 1106, 1464]
message-box bbox=[1936, 197, 2322, 601]
signature-line: ਭਗਤ ਰਾਮ ਰੰਗਾੜਾ (ਚੰਡੀਗੜ੍ਹ) bbox=[1975, 865, 2130, 881]
message-box bbox=[80, 953, 591, 1425]
box-heading: ਸੰਦੇਸ਼ bbox=[320, 209, 351, 227]
notice-line: ਜੀ ਨੂੰ ਜਨਮ-ਦਿਨ bbox=[1812, 532, 1892, 547]
notice-line: ‘ਸੋਚ ਦੀ ਸ਼ਕਤੀ’ ਵੱਲੋਂ bbox=[1803, 493, 1901, 508]
box-heading: ਸੰਦੇਸ਼ bbox=[320, 966, 351, 983]
